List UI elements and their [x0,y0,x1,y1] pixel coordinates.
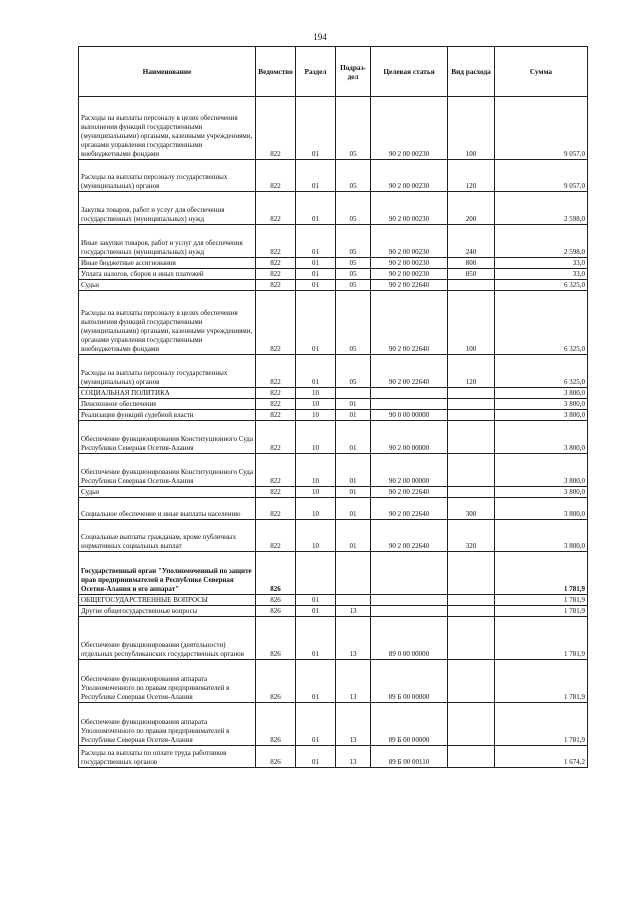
cell-celevaya: 90 2 00 22640 [371,487,448,498]
cell-summa: 3 800,0 [495,498,588,520]
cell-razdel: 01 [296,617,336,660]
cell-vid [448,399,495,410]
cell-name: Уплата налогов, сборов и иных платежей [79,269,256,280]
table-row [79,552,588,595]
cell-podrazdel: 13 [336,703,371,746]
cell-vid: 100 [448,97,495,160]
cell-summa: 1 781,9 [495,595,588,606]
table-row [79,291,588,355]
cell-vedomstvo: 822 [256,388,296,399]
cell-summa: 1 674,2 [495,746,588,768]
cell-celevaya [371,595,448,606]
cell-vid [448,660,495,703]
cell-summa: 3 800,0 [495,399,588,410]
cell-vid [448,487,495,498]
cell-vid [448,595,495,606]
header-name: Наименование [79,47,256,97]
cell-vedomstvo: 826 [256,552,296,595]
cell-summa: 6 325,0 [495,355,588,388]
table-row [79,454,588,487]
cell-razdel: 01 [296,258,336,269]
cell-celevaya [371,399,448,410]
header-razdel: Раздел [296,47,336,97]
table-row [79,487,588,498]
table-row [79,606,588,617]
cell-celevaya [371,606,448,617]
cell-razdel: 01 [296,225,336,258]
cell-celevaya: 90 2 00 22640 [371,280,448,291]
cell-podrazdel: 13 [336,746,371,768]
cell-name: Закупка товаров, работ и услуг для обеспечения государственных (муниципальных) нужд [79,192,256,225]
cell-podrazdel: 13 [336,606,371,617]
header-summa: Сумма [495,47,588,97]
cell-name: Иные бюджетные ассигнования [79,258,256,269]
table-row [79,617,588,660]
cell-razdel: 10 [296,520,336,552]
cell-summa: 6 325,0 [495,280,588,291]
table-row [79,388,588,399]
cell-vedomstvo: 822 [256,258,296,269]
cell-razdel: 01 [296,355,336,388]
page-number: 194 [313,32,327,42]
cell-vedomstvo: 826 [256,703,296,746]
cell-razdel: 10 [296,388,336,399]
header-vedomstvo: Ведомство [256,47,296,97]
cell-vedomstvo: 822 [256,192,296,225]
table-row [79,225,588,258]
cell-podrazdel: 01 [336,520,371,552]
cell-summa: 1 781,9 [495,703,588,746]
table-body [79,97,588,768]
cell-vedomstvo: 822 [256,269,296,280]
cell-name: Судьи [79,487,256,498]
cell-razdel: 10 [296,421,336,454]
cell-celevaya: 89 Б 00 00000 [371,703,448,746]
cell-vid [448,703,495,746]
cell-celevaya: 90 2 00 00230 [371,258,448,269]
cell-vedomstvo: 826 [256,660,296,703]
cell-summa: 9 057,0 [495,97,588,160]
table-header-row [79,47,588,97]
table-row [79,421,588,454]
cell-podrazdel: 05 [336,291,371,355]
cell-razdel: 01 [296,595,336,606]
cell-podrazdel: 01 [336,410,371,421]
cell-celevaya [371,388,448,399]
cell-celevaya: 90 0 00 00000 [371,410,448,421]
cell-name: ОБЩЕГОСУДАРСТВЕННЫЕ ВОПРОСЫ [79,595,256,606]
cell-vid: 120 [448,160,495,192]
cell-name: Социальные выплаты гражданам, кроме публичных нормативных социальных выплат [79,520,256,552]
cell-vid [448,746,495,768]
cell-vedomstvo: 822 [256,520,296,552]
cell-summa: 3 800,0 [495,520,588,552]
cell-name: Другие общегосударственные вопросы [79,606,256,617]
cell-vid: 200 [448,192,495,225]
cell-razdel: 01 [296,269,336,280]
cell-celevaya: 90 2 00 00000 [371,421,448,454]
cell-podrazdel: 01 [336,498,371,520]
cell-summa: 3 800,0 [495,388,588,399]
cell-summa: 9 057,0 [495,160,588,192]
cell-summa: 3 800,0 [495,421,588,454]
table-row [79,355,588,388]
cell-celevaya: 90 2 00 00230 [371,269,448,280]
cell-vid [448,454,495,487]
cell-name: СОЦИАЛЬНАЯ ПОЛИТИКА [79,388,256,399]
cell-podrazdel: 13 [336,660,371,703]
cell-celevaya: 90 2 00 00230 [371,160,448,192]
cell-razdel: 10 [296,487,336,498]
cell-vid: 320 [448,520,495,552]
cell-name: Пенсионное обеспечение [79,399,256,410]
cell-podrazdel: 05 [336,355,371,388]
cell-summa: 33,0 [495,258,588,269]
table-row [79,746,588,768]
table-row [79,595,588,606]
cell-vedomstvo: 826 [256,606,296,617]
cell-vedomstvo: 826 [256,595,296,606]
table-row [79,399,588,410]
cell-name: Социальное обеспечение и иные выплаты населению [79,498,256,520]
cell-vedomstvo: 822 [256,225,296,258]
cell-name: Обеспечение функционирования (деятельности) отдельных республиканских государственных органов [79,617,256,660]
cell-vedomstvo: 822 [256,97,296,160]
cell-name: Государственный орган "Уполномоченный по защите прав предпринимателей в Республике Северная Осетия-Алания и его аппарат" [79,552,256,595]
table-row [79,97,588,160]
cell-name: Обеспечение функционирования Конституционного Суда Республики Северная Осетия-Алания [79,421,256,454]
cell-vid [448,388,495,399]
cell-name: Судьи [79,280,256,291]
cell-celevaya: 90 2 00 00230 [371,97,448,160]
cell-vedomstvo: 822 [256,421,296,454]
cell-name: Расходы на выплаты персоналу в целях обеспечения выполнения функций государственными (муниципальными) органами, казенными учреждениями, органами управления государственными внебюджетными фондами [79,291,256,355]
cell-vedomstvo: 822 [256,280,296,291]
table-row [79,192,588,225]
table-row [79,703,588,746]
cell-vid: 120 [448,355,495,388]
cell-razdel: 01 [296,192,336,225]
cell-summa: 1 781,9 [495,552,588,595]
cell-summa: 3 800,0 [495,487,588,498]
cell-name: Реализация функций судебной власти [79,410,256,421]
cell-vedomstvo: 822 [256,498,296,520]
cell-vid [448,421,495,454]
cell-summa: 1 781,9 [495,660,588,703]
cell-vid [448,410,495,421]
cell-celevaya: 90 2 00 22640 [371,355,448,388]
table-row [79,269,588,280]
cell-podrazdel: 05 [336,269,371,280]
cell-name: Обеспечение функционирования аппарата Уполномоченного по правам предпринимателей в Республике Северная Осетия-Алания [79,660,256,703]
cell-celevaya: 89 Б 00 00000 [371,660,448,703]
cell-celevaya: 90 2 00 22640 [371,291,448,355]
cell-podrazdel: 13 [336,617,371,660]
cell-vedomstvo: 822 [256,487,296,498]
cell-celevaya: 90 2 00 22640 [371,498,448,520]
cell-podrazdel: 01 [336,421,371,454]
cell-razdel: 10 [296,454,336,487]
cell-razdel: 01 [296,280,336,291]
cell-podrazdel: 05 [336,258,371,269]
cell-podrazdel [336,388,371,399]
cell-razdel: 01 [296,160,336,192]
cell-summa: 2 598,0 [495,225,588,258]
cell-vid [448,552,495,595]
cell-vedomstvo: 822 [256,399,296,410]
cell-podrazdel: 01 [336,487,371,498]
cell-podrazdel [336,595,371,606]
header-podrazdel: Подраз-дел [336,47,371,97]
cell-celevaya: 90 2 00 22640 [371,520,448,552]
cell-vedomstvo: 826 [256,746,296,768]
cell-razdel [296,552,336,595]
cell-razdel: 01 [296,291,336,355]
cell-razdel: 01 [296,97,336,160]
cell-vedomstvo: 822 [256,454,296,487]
table-row [79,520,588,552]
table-row [79,410,588,421]
cell-podrazdel: 01 [336,454,371,487]
cell-vid [448,617,495,660]
cell-vid: 100 [448,291,495,355]
cell-podrazdel [336,552,371,595]
cell-vedomstvo: 822 [256,291,296,355]
table-row [79,160,588,192]
cell-name: Иные закупки товаров, работ и услуг для обеспечения государственных (муниципальных) нужд [79,225,256,258]
header-vid: Вид расхода [448,47,495,97]
cell-name: Обеспечение функционирования Конституционного Суда Республики Северная Осетия-Алания [79,454,256,487]
cell-razdel: 10 [296,498,336,520]
cell-vid: 300 [448,498,495,520]
cell-razdel: 10 [296,399,336,410]
cell-vedomstvo: 826 [256,617,296,660]
cell-celevaya: 90 2 00 00230 [371,192,448,225]
cell-celevaya: 90 2 00 00230 [371,225,448,258]
cell-name: Расходы на выплаты персоналу государственных (муниципальных) органов [79,355,256,388]
cell-name: Обеспечение функционирования аппарата Уполномоченного по правам предпринимателей в Республике Северная Осетия-Алания [79,703,256,746]
cell-summa: 3 800,0 [495,410,588,421]
cell-podrazdel: 01 [336,399,371,410]
cell-podrazdel: 05 [336,225,371,258]
table-row [79,280,588,291]
cell-summa: 1 781,9 [495,606,588,617]
cell-vid: 240 [448,225,495,258]
cell-podrazdel: 05 [336,280,371,291]
cell-summa: 2 598,0 [495,192,588,225]
cell-celevaya: 90 2 00 00000 [371,454,448,487]
cell-razdel: 01 [296,606,336,617]
cell-vid: 800 [448,258,495,269]
table-row [79,660,588,703]
cell-name: Расходы на выплаты персоналу в целях обеспечения выполнения функций государственными (муниципальными) органами, казенными учреждениями, органами управления государственными внебюджетными фондами [79,97,256,160]
cell-name: Расходы на выплаты персоналу государственных (муниципальных) органов [79,160,256,192]
cell-vedomstvo: 822 [256,160,296,192]
table-row [79,258,588,269]
cell-razdel: 01 [296,746,336,768]
cell-vid: 850 [448,269,495,280]
cell-podrazdel: 05 [336,97,371,160]
cell-summa: 3 800,0 [495,454,588,487]
cell-razdel: 01 [296,660,336,703]
cell-name: Расходы на выплаты по оплате труда работников государственных органов [79,746,256,768]
cell-celevaya: 89 Б 00 00110 [371,746,448,768]
header-celevaya: Целевая статья [371,47,448,97]
cell-celevaya [371,552,448,595]
cell-podrazdel: 05 [336,160,371,192]
cell-summa: 1 781,9 [495,617,588,660]
cell-vid [448,280,495,291]
cell-summa: 33,0 [495,269,588,280]
table-row [79,498,588,520]
cell-razdel: 01 [296,703,336,746]
cell-vedomstvo: 822 [256,355,296,388]
cell-vid [448,606,495,617]
cell-razdel: 10 [296,410,336,421]
cell-summa: 6 325,0 [495,291,588,355]
budget-table [78,46,588,768]
cell-vedomstvo: 822 [256,410,296,421]
cell-celevaya: 89 0 00 00000 [371,617,448,660]
cell-podrazdel: 05 [336,192,371,225]
